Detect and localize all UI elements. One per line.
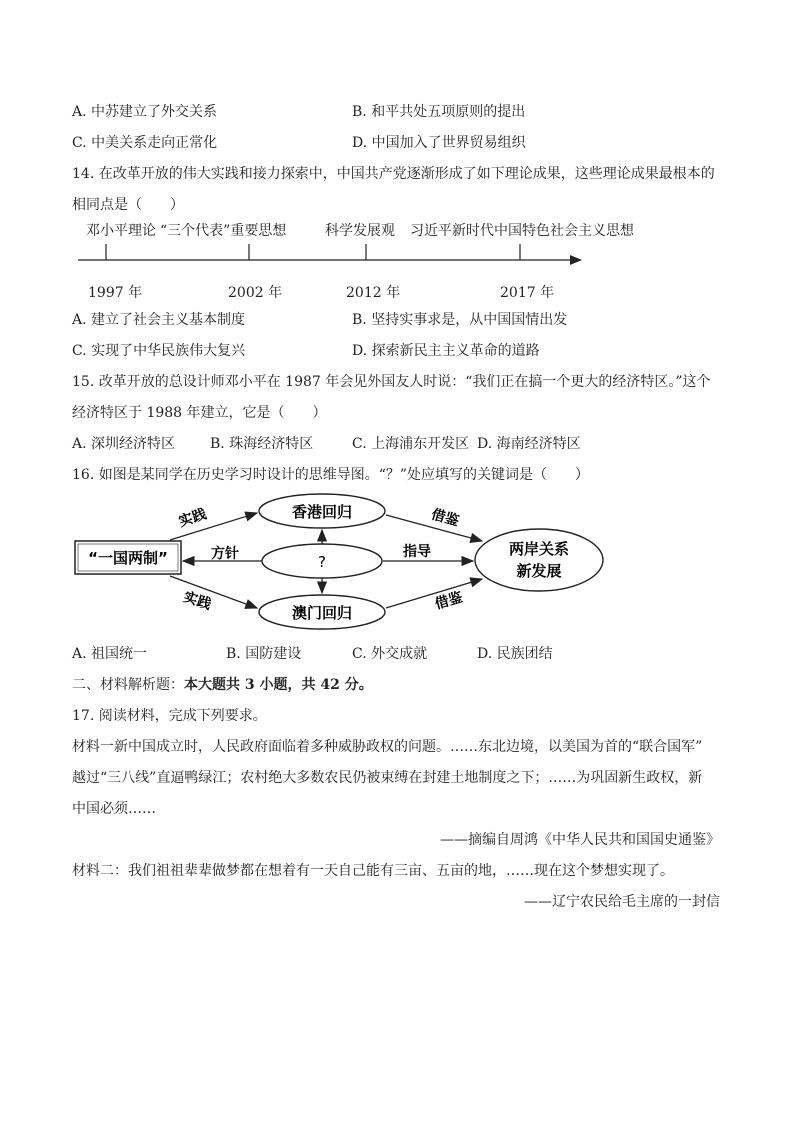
material2-source: ——辽宁农民给毛主席的一封信 — [524, 894, 720, 910]
bottom-node-label: 澳门回归 — [291, 604, 353, 622]
timeline-year-1997: 1997 年 — [88, 285, 143, 301]
q14-option-a: A. 建立了社会主义基本制度 — [72, 312, 246, 328]
mind-map-diagram — [0, 488, 794, 638]
timeline-year-2012: 2012 年 — [346, 285, 401, 301]
timeline-label-three-represents: “三个代表”重要思想 — [160, 223, 287, 239]
section2-info: 本大题共 3 小题，共 42 分。 — [184, 677, 373, 693]
q14-option-d: D. 探索新民主主义革命的道路 — [352, 343, 540, 359]
q16-stem: 16. 如图是某同学在历史学习时设计的思维导图。“？”处应填写的关键词是（ ） — [72, 467, 590, 483]
q14-stem-line1: 14. 在改革开放的伟大实践和接力探索中，中国共产党逐渐形成了如下理论成果，这些理论成果最根本的 — [72, 166, 715, 182]
q15-option-b: B. 珠海经济特区 — [210, 436, 314, 452]
timeline-label-scientific-outlook: 科学发展观 — [325, 223, 395, 239]
timeline-year-2002: 2002 年 — [228, 285, 283, 301]
section2-heading — [72, 675, 373, 695]
timeline-year-2017: 2017 年 — [500, 285, 555, 301]
left-box-label: “一国两制” — [88, 549, 168, 567]
label-zhidao: 指导 — [403, 544, 431, 560]
q16-option-d: D. 民族团结 — [477, 646, 553, 662]
q14-option-b: B. 坚持实事求是，从中国国情出发 — [352, 312, 568, 328]
right-node-label-2: 新发展 — [516, 562, 562, 580]
material1-line2: 越过“三八线”直逼鸭绿江；农村绝大多数农民仍被束缚在封建土地制度之下；……为巩固新生政权，新 — [72, 770, 703, 786]
center-node-label: ? — [318, 553, 326, 571]
label-shijian-top: 实践 — [176, 506, 209, 531]
material1-source: ——摘编自周鸿《中华人民共和国国史通鉴》 — [440, 832, 720, 848]
q14-option-c: C. 实现了中华民族伟大复兴 — [72, 343, 246, 359]
label-shijian-bottom: 实践 — [181, 589, 214, 614]
q14-stem-line2: 相同点是（ ） — [72, 197, 184, 213]
q16-option-a: A. 祖国统一 — [72, 646, 148, 662]
q16-option-b: B. 国防建设 — [226, 646, 302, 662]
timeline-label-deng: 邓小平理论 — [86, 223, 156, 239]
timeline-label-xi-thought: 习近平新时代中国特色社会主义思想 — [410, 223, 634, 239]
q16-option-c: C. 外交成就 — [352, 646, 428, 662]
q13-option-c: C. 中美关系走向正常化 — [72, 135, 218, 151]
section2-prefix: 二、材料解析题： — [72, 677, 184, 693]
q13-option-a: A. 中苏建立了外交关系 — [72, 104, 218, 120]
q13-option-d: D. 中国加入了世界贸易组织 — [352, 135, 526, 151]
q15-stem-line1: 15. 改革开放的总设计师邓小平在 1987 年会见外国友人时说：“我们正在搞一个更大的经济特区。”这个 — [72, 374, 711, 390]
q15-option-d: D. 海南经济特区 — [477, 436, 581, 452]
q15-option-c: C. 上海浦东开发区 — [352, 436, 470, 452]
right-node-shape — [475, 529, 603, 591]
material1-line3: 中国必须…… — [72, 801, 156, 817]
label-jiejian-top: 借鉴 — [429, 506, 461, 530]
q15-stem-line2: 经济特区于 1988 年建立，它是（ ） — [72, 405, 327, 421]
timeline-axis — [0, 0, 794, 300]
q17-stem: 17. 阅读材料，完成下列要求。 — [72, 708, 267, 724]
material1-line1: 材料一新中国成立时，人民政府面临着多种威胁政权的问题。……东北边境，以美国为首的“联合国军” — [72, 739, 703, 755]
right-node-label-1: 两岸关系 — [508, 540, 570, 558]
material2-line: 材料二：我们祖祖辈辈做梦都在想着有一天自己能有三亩、五亩的地，……现在这个梦想实现了。 — [72, 863, 674, 879]
label-fangzhen: 方针 — [211, 546, 239, 562]
q15-option-a: A. 深圳经济特区 — [72, 436, 176, 452]
label-jiejian-bottom: 借鉴 — [433, 589, 465, 613]
q13-option-b: B. 和平共处五项原则的提出 — [352, 104, 526, 120]
top-node-label: 香港回归 — [291, 503, 353, 521]
